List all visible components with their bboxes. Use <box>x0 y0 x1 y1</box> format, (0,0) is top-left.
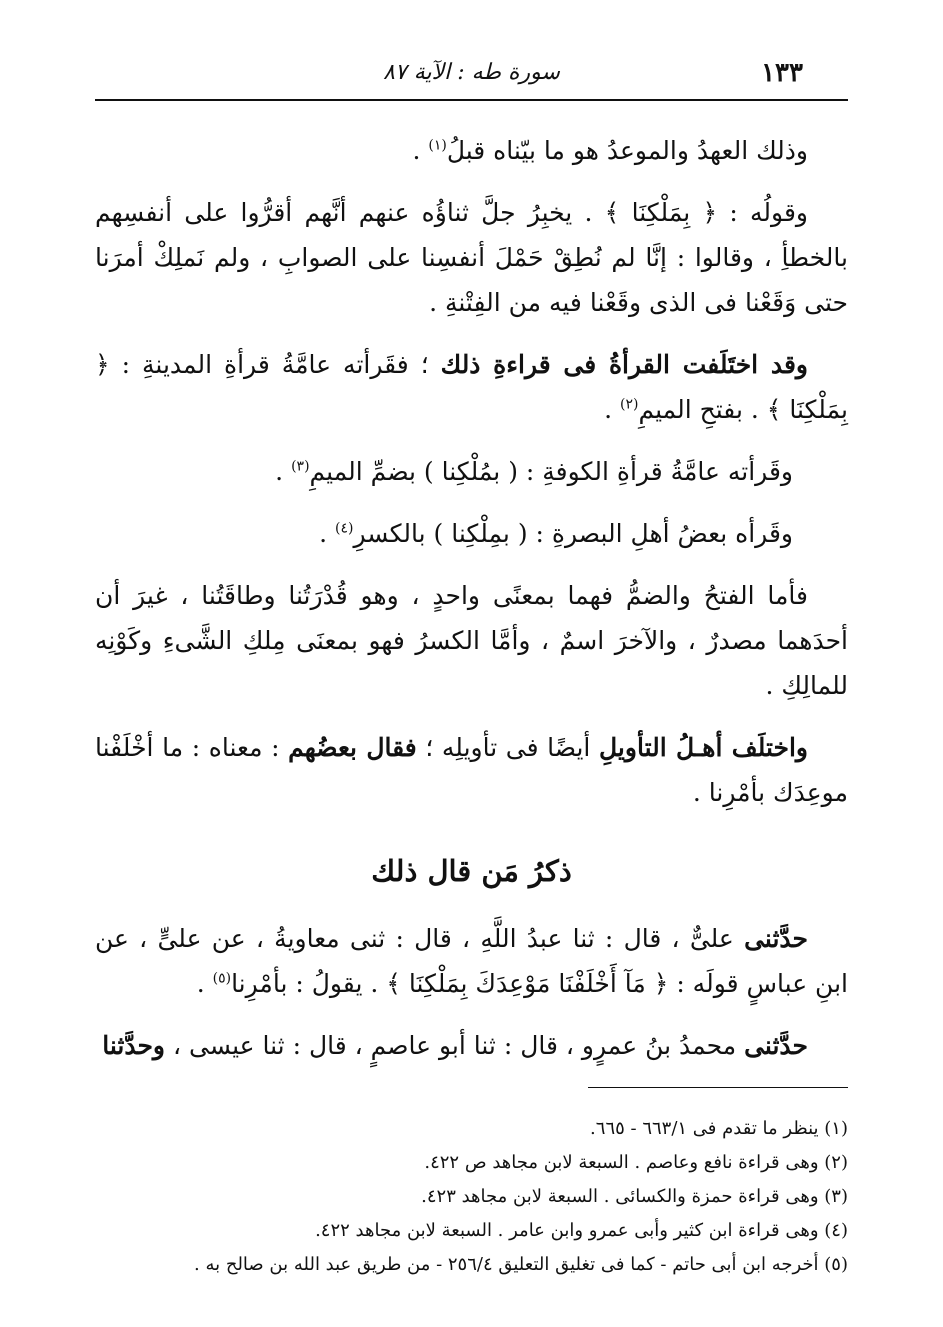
footnote-ref-5: (٥) <box>212 970 232 987</box>
footnote-5: (٥) أخرجه ابن أبى حاتم - كما فى تغليق التعليق ٢٥٦/٤ - من طريق عبد الله بن صالح به . <box>194 1254 848 1275</box>
footnote-ref-4: (٤) <box>335 520 354 537</box>
footnote-ref-2: (٢) <box>620 396 639 413</box>
paragraph-8: حدَّثنى علىٌّ ، قال : ثنا عبدُ اللَّهِ ، قال : ثنى معاويةُ ، عن علىٍّ ، عن ابنِ عباسٍ قولَه : ﴿ مَآ أَخْلَفْنَا مَوْعِدَكَ بِمَلْكِنَا ﴾ . يقولُ : بأمْرِنا$^{(٥)}$ . <box>95 924 848 998</box>
section-heading: ذكرُ مَن قال ذلك <box>371 854 572 888</box>
footnote-2: (٢) وهى قراءة نافع وعاصم . السبعة لابن مجاهد ص ٤٢٢. <box>424 1152 848 1173</box>
footnote-4: (٤) وهى قراءة ابن كثير وأبى عمرو وابن عامر . السبعة لابن مجاهد ٤٢٢. <box>315 1220 848 1241</box>
footnote-3: (٣) وهى قراءة حمزة والكسائى . السبعة لابن مجاهد ٤٢٣. <box>421 1186 848 1207</box>
paragraph-9: حدَّثنى محمدُ بنُ عمرٍو ، قال : ثنا أبو عاصمٍ ، قال : ثنا عيسى ، وحدَّثنا <box>102 1031 808 1060</box>
header-rule <box>95 99 848 101</box>
paragraph-3: وقد اختَلَفت القرأةُ فى قراءةِ ذلك ؛ فقَرأته عامَّةُ قرأةِ المدينةِ : ﴿ بِمَلْكِنَا ﴾ . بفتحِ الميمِ$^{(٢)}$ . <box>95 350 848 424</box>
paragraph-6: فأما الفتحُ والضمُّ فهما بمعنًى واحدٍ ، وهو قُدْرَتُنا وطاقَتُنا ، غيرَ أن أحدَهما مصدرٌ ، والآخرَ اسمٌ ، وأمَّا الكسرُ فهو بمعنَى مِلكِ الشَّىءِ وكَوْنِه للمالِكِ . <box>95 581 848 700</box>
running-title: سورة طه : الآية ٨٧ <box>383 60 560 85</box>
footnote-rule <box>588 1087 848 1088</box>
footnote-1: (١) ينظر ما تقدم فى ٦٦٣/١ - ٦٦٥. <box>590 1118 848 1139</box>
paragraph-2: وقولُه : ﴿ بِمَلْكِنَا ﴾ . يخبِرُ جلَّ ثناؤُه عنهم أنَّهم أقرُّوا على أنفسِهم بالخطأِ ، وقالوا : إنَّا لم نُطِقْ حَمْلَ أنفسِنا على الصوابِ ، ولم نَملِكْ أمرَنا حتى وَقَعْنا فى الذى وقَعْنا فيه من الفِتْنةِ . <box>95 198 848 317</box>
paragraph-1: وذلك العهدُ والموعدُ هو ما بيّناه قبلُ$^{(١)}$ . <box>412 136 808 165</box>
page-number: ١٣٣ <box>761 58 803 88</box>
paragraph-7: واختلَف أهـلُ التأويلِ أيضًا فى تأويلِه ؛ فقال بعضُهم : معناه : ما أخْلَفْنا موعِدَك بأمْرِنا . <box>95 733 848 807</box>
footnotes <box>95 1112 848 1282</box>
paragraph-4: وقَرأته عامَّةُ قرأةِ الكوفةِ : ( بمُلْكِنا ) بضمِّ الميمِ$^{(٣)}$ . <box>275 457 793 486</box>
main-text <box>95 128 848 1085</box>
paragraph-5: وقَرأه بعضُ أهلِ البصرةِ : ( بمِلْكِنا ) بالكسرِ$^{(٤)}$ . <box>319 519 793 548</box>
footnote-ref-3: (٣) <box>291 458 310 475</box>
footnote-ref-1: (١) <box>428 137 447 154</box>
page-header <box>95 56 848 92</box>
